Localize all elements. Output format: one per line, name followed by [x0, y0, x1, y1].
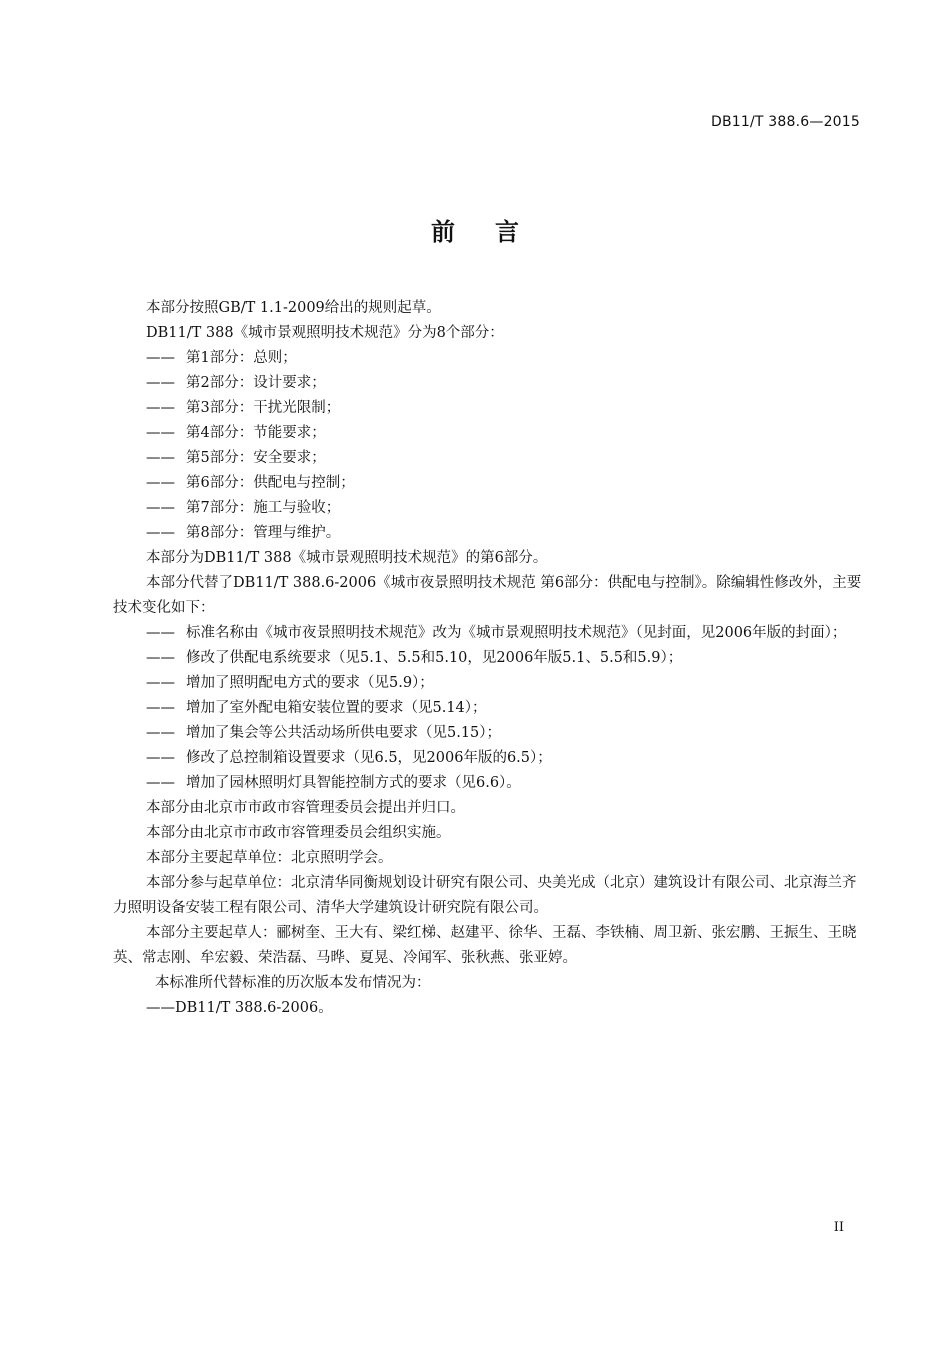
page-title: 前言: [431, 218, 559, 246]
list-item-text: 修改了供配电系统要求（见5.1、5.5和5.10，见2006年版5.1、5.5和5.9）；: [186, 650, 683, 666]
history-item: ——DB11/T 388.6-2006。: [146, 1000, 333, 1016]
list-item: [146, 346, 863, 371]
dash-mark: ——: [146, 375, 175, 391]
dash-mark: ——: [146, 500, 175, 516]
paragraph-parts-intro: DB11/T 388《城市景观照明技术规范》分为8个部分：: [146, 325, 504, 341]
paragraph-participants: 本部分参与起草单位：北京清华同衡规划设计研究有限公司、央美光成（北京）建筑设计有限公司、北京海兰齐力照明设备安装工程有限公司、清华大学建筑设计研究院有限公司。: [113, 875, 857, 916]
list-item-text: 第7部分：施工与验收；: [186, 500, 341, 516]
dash-mark: ——: [146, 425, 175, 441]
paragraph-replacement: 本部分代替了DB11/T 388.6-2006《城市夜景照明技术规范 第6部分：供配电与控制》。除编辑性修改外，主要技术变化如下：: [113, 575, 862, 616]
paragraph-implementer: 本部分由北京市市政市容管理委员会组织实施。: [146, 825, 451, 841]
dash-mark: ——: [146, 650, 175, 666]
standard-code: DB11/T 388.6—2015: [710, 114, 860, 130]
list-item-text: 标准名称由《城市夜景照明技术规范》改为《城市景观照明技术规范》（见封面，见2006年版的封面）；: [186, 625, 847, 641]
list-item: [146, 421, 863, 446]
list-item-text: 第6部分：供配电与控制；: [186, 475, 355, 491]
list-item-text: 增加了园林照明灯具智能控制方式的要求（见6.6）。: [186, 775, 521, 791]
list-item: [146, 646, 863, 671]
dash-mark: ——: [146, 450, 175, 466]
list-item-text: 第8部分：管理与维护。: [186, 525, 341, 541]
list-item: [146, 396, 863, 421]
dash-mark: ——: [146, 750, 175, 766]
dash-mark: ——: [146, 525, 175, 541]
dash-mark: ——: [146, 775, 175, 791]
list-item: [146, 746, 863, 771]
list-item: [146, 446, 863, 471]
list-item-text: 第5部分：安全要求；: [186, 450, 326, 466]
dash-mark: ——: [146, 475, 175, 491]
parts-list: [113, 346, 863, 546]
list-item: [146, 621, 863, 646]
dash-mark: ——: [146, 400, 175, 416]
paragraph-drafters: 本部分主要起草人：郦树奎、王大有、梁红梯、赵建平、徐华、王磊、李铁楠、周卫新、张宏鹏、王振生、王晓英、常志刚、牟宏毅、荣浩磊、马晔、夏晃、冷闻军、张秋燕、张亚婷。: [113, 925, 857, 966]
list-item: [146, 371, 863, 396]
paragraph-proposer: 本部分由北京市市政市容管理委员会提出并归口。: [146, 800, 465, 816]
dash-mark: ——: [146, 625, 175, 641]
dash-mark: ——: [146, 675, 175, 691]
list-item: [146, 671, 863, 696]
list-item-text: 第4部分：节能要求；: [186, 425, 326, 441]
list-item-text: 增加了照明配电方式的要求（见5.9）；: [186, 675, 434, 691]
page-number: II: [833, 1220, 844, 1235]
list-item: [146, 521, 863, 546]
dash-mark: ——: [146, 700, 175, 716]
list-item-text: 第1部分：总则；: [186, 350, 297, 366]
list-item: [146, 771, 863, 796]
list-item-text: 第2部分：设计要求；: [186, 375, 326, 391]
list-item-text: 增加了集会等公共活动场所供电要求（见5.15）；: [186, 725, 502, 741]
list-item-text: 修改了总控制箱设置要求（见6.5，见2006年版的6.5）；: [186, 750, 552, 766]
dash-mark: ——: [146, 350, 175, 366]
list-item: [146, 496, 863, 521]
list-item-text: 第3部分：干扰光限制；: [186, 400, 341, 416]
foreword-body: [113, 296, 863, 1021]
list-item-text: 增加了室外配电箱安装位置的要求（见5.14）；: [186, 700, 487, 716]
list-item: [146, 696, 863, 721]
changes-list: [113, 621, 863, 796]
paragraph-history-head: 本标准所代替标准的历次版本发布情况为：: [155, 975, 431, 991]
dash-mark: ——: [146, 725, 175, 741]
paragraph-drafting-rules: 本部分按照GB/T 1.1-2009给出的规则起草。: [146, 300, 441, 316]
list-item: [146, 471, 863, 496]
list-item: [146, 721, 863, 746]
paragraph-main-drafter: 本部分主要起草单位：北京照明学会。: [146, 850, 393, 866]
paragraph-part-statement: 本部分为DB11/T 388《城市景观照明技术规范》的第6部分。: [146, 550, 548, 566]
